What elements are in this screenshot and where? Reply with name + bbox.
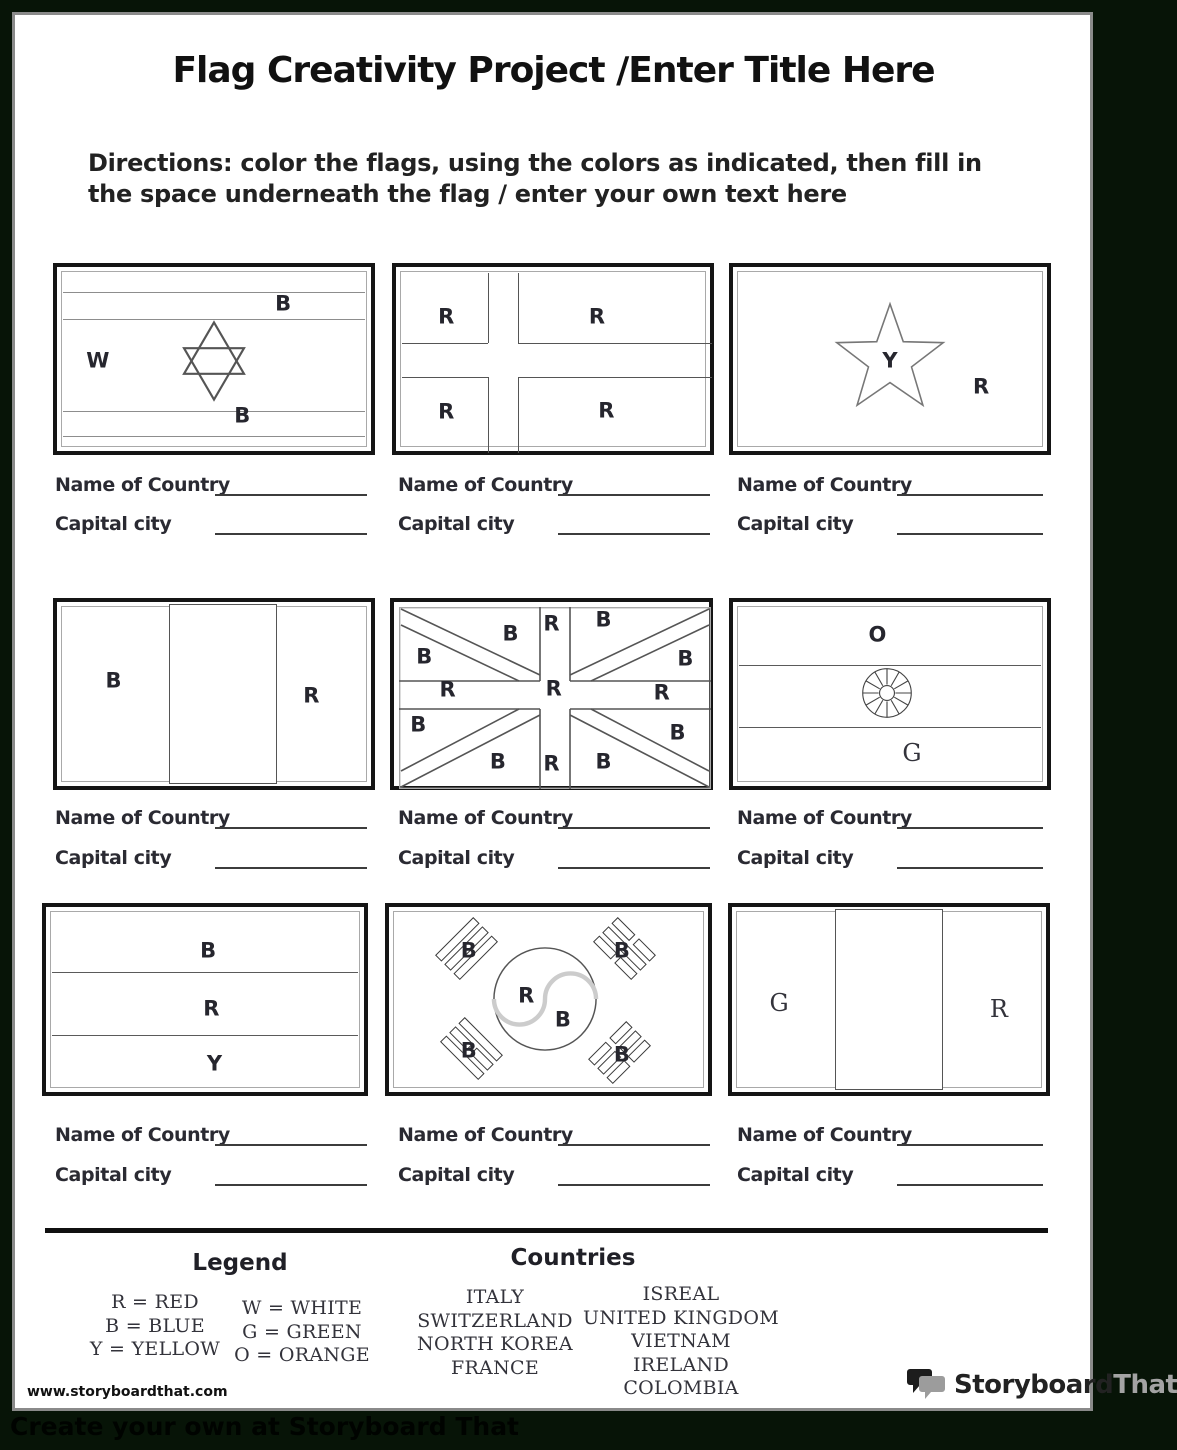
color-code-letter: B xyxy=(677,646,694,671)
name-of-country-field xyxy=(737,803,1043,829)
logo-text-primary: Storyboard xyxy=(954,1370,1114,1400)
name-of-country-field xyxy=(55,470,367,496)
blank-line xyxy=(897,1120,1043,1146)
color-code-letter: R xyxy=(438,304,455,329)
blank-line xyxy=(897,509,1043,535)
capital-city-label: Capital city xyxy=(55,1164,172,1186)
legend-item: R = RED xyxy=(111,1291,199,1313)
color-code-letter: R xyxy=(972,374,990,399)
cross-line xyxy=(402,377,488,378)
countries-heading: Countries xyxy=(510,1245,636,1271)
capital-city-label: Capital city xyxy=(398,513,515,535)
color-code-letter: B xyxy=(489,749,506,774)
color-code-letter: B xyxy=(275,291,292,316)
color-code-letter: B xyxy=(554,1007,571,1032)
country-item: ISREAL xyxy=(642,1283,720,1305)
color-code-letter: G xyxy=(769,989,789,1018)
directions-text xyxy=(88,148,1033,210)
capital-city-field xyxy=(55,509,367,535)
capital-city-field xyxy=(398,1160,710,1186)
flag-israel xyxy=(53,263,375,455)
cross-line xyxy=(518,377,519,453)
name-of-country-label: Name of Country xyxy=(398,474,573,496)
page-title: Flag Creativity Project /Enter Title Here xyxy=(172,50,935,91)
section-divider xyxy=(45,1228,1048,1233)
color-code-letter: B xyxy=(234,403,251,428)
name-of-country-label: Name of Country xyxy=(55,807,230,829)
color-code-letter: R xyxy=(438,399,455,424)
capital-city-label: Capital city xyxy=(737,513,854,535)
website-url: www.storyboardthat.com xyxy=(27,1384,228,1400)
name-of-country-field xyxy=(398,1120,710,1146)
name-of-country-field xyxy=(398,803,710,829)
color-code-letter: B xyxy=(613,1042,630,1067)
legend-item: B = BLUE xyxy=(105,1314,205,1337)
flag-stripe-line xyxy=(52,1035,358,1036)
color-code-letter: R xyxy=(598,398,615,423)
color-code-letter: B xyxy=(595,749,612,774)
name-of-country-field xyxy=(737,1120,1043,1146)
country-item: SWITZERLAND xyxy=(417,1309,573,1332)
capital-city-label: Capital city xyxy=(737,1164,854,1186)
cross-line xyxy=(518,377,712,378)
capital-city-field xyxy=(398,843,710,869)
blank-line xyxy=(215,1160,367,1186)
color-code-letter: R xyxy=(203,996,220,1021)
color-code-letter: B xyxy=(200,938,217,963)
blank-line xyxy=(558,803,710,829)
bottom-banner-text[interactable]: Create your own at Storyboard That xyxy=(10,1412,520,1441)
name-of-country-field xyxy=(55,803,367,829)
legend-item: G = GREEN xyxy=(242,1320,362,1343)
middle-band xyxy=(835,909,943,1090)
color-code-letter: R xyxy=(303,683,320,708)
blank-line xyxy=(215,509,367,535)
color-code-letter: R xyxy=(545,676,562,701)
flag-stripe-line xyxy=(739,727,1041,728)
cross-line xyxy=(488,273,489,343)
color-code-letter: B xyxy=(595,607,612,632)
color-code-letter: R xyxy=(543,751,560,776)
countries-column-2 xyxy=(576,1283,786,1401)
country-item: VIETNAM xyxy=(631,1330,731,1352)
color-code-letter: B xyxy=(502,621,519,646)
storyboardthat-logo[interactable] xyxy=(906,1368,1177,1402)
cross-line xyxy=(518,343,712,344)
directions-label: Directions: xyxy=(88,149,233,177)
flag-south-korea xyxy=(385,903,712,1096)
name-of-country-field xyxy=(737,470,1043,496)
capital-city-field xyxy=(737,509,1043,535)
taegeuk-icon xyxy=(491,945,599,1053)
capital-city-label: Capital city xyxy=(398,1164,515,1186)
country-item: ITALY xyxy=(465,1286,525,1308)
blank-line xyxy=(558,470,710,496)
capital-city-label: Capital city xyxy=(398,847,515,869)
legend-item: Y = YELLOW xyxy=(89,1338,221,1360)
capital-city-field xyxy=(55,1160,367,1186)
blank-line xyxy=(215,843,367,869)
star-of-david-icon xyxy=(178,321,250,401)
color-code-letter: R xyxy=(653,680,670,705)
color-code-letter: R xyxy=(543,611,560,636)
ashoka-chakra-icon xyxy=(859,665,915,721)
capital-city-label: Capital city xyxy=(737,847,854,869)
speech-bubbles-icon xyxy=(906,1368,948,1402)
name-of-country-label: Name of Country xyxy=(737,474,912,496)
blank-line xyxy=(558,509,710,535)
capital-city-field xyxy=(737,1160,1043,1186)
country-item: NORTH KOREA xyxy=(417,1333,573,1355)
blank-line xyxy=(558,843,710,869)
name-of-country-field xyxy=(55,1120,367,1146)
color-code-letter: R xyxy=(989,994,1008,1023)
blank-line xyxy=(897,470,1043,496)
name-of-country-label: Name of Country xyxy=(737,1124,912,1146)
blank-line xyxy=(215,803,367,829)
legend-column-2 xyxy=(212,1297,392,1368)
capital-city-field xyxy=(398,509,710,535)
color-code-letter: W xyxy=(86,348,110,373)
cross-line xyxy=(518,273,519,343)
name-of-country-label: Name of Country xyxy=(737,807,912,829)
flag-colombia xyxy=(42,903,368,1096)
blank-line xyxy=(897,803,1043,829)
blank-line xyxy=(215,1120,367,1146)
flag-united-kingdom xyxy=(390,598,713,790)
capital-city-field xyxy=(55,843,367,869)
country-item: IRELAND xyxy=(633,1353,729,1376)
middle-band xyxy=(169,604,277,784)
directions-body: color the flags, using the colors as indicated, then fill in the space underneath the flag / enter your own text here xyxy=(88,149,982,208)
name-of-country-label: Name of Country xyxy=(398,807,573,829)
color-code-letter: Y xyxy=(206,1051,223,1076)
flag-france xyxy=(53,598,375,790)
capital-city-label: Capital city xyxy=(55,513,172,535)
cross-line xyxy=(402,343,488,344)
blank-line xyxy=(897,1160,1043,1186)
name-of-country-label: Name of Country xyxy=(55,474,230,496)
blank-line xyxy=(558,1120,710,1146)
color-code-letter: O xyxy=(868,622,887,647)
flag-stripe-line xyxy=(63,292,365,293)
color-code-letter: R xyxy=(588,304,606,329)
blank-line xyxy=(897,843,1043,869)
color-code-letter: Y xyxy=(882,348,898,373)
name-of-country-label: Name of Country xyxy=(55,1124,230,1146)
blank-line xyxy=(215,470,367,496)
blank-line xyxy=(558,1160,710,1186)
color-code-letter: B xyxy=(460,938,477,963)
flag-nordic-cross xyxy=(392,263,714,455)
color-code-letter: B xyxy=(669,720,686,745)
flag-stripe-line xyxy=(63,411,365,412)
flag-stripe-line xyxy=(63,436,365,437)
legend-item: O = ORANGE xyxy=(234,1344,370,1366)
color-code-letter: G xyxy=(902,738,922,767)
color-code-letter: R xyxy=(518,983,535,1008)
legend-item: W = WHITE xyxy=(241,1297,363,1319)
flag-stripe-line xyxy=(52,972,358,973)
color-code-letter: B xyxy=(460,1038,477,1063)
capital-city-label: Capital city xyxy=(55,847,172,869)
name-of-country-label: Name of Country xyxy=(398,1124,573,1146)
flag-italy xyxy=(728,903,1050,1096)
color-code-letter: B xyxy=(613,938,630,963)
color-code-letter: B xyxy=(105,668,122,693)
flag-india xyxy=(729,598,1051,790)
logo-text xyxy=(954,1370,1177,1400)
legend-heading: Legend xyxy=(192,1250,288,1276)
flag-vietnam xyxy=(729,263,1051,455)
country-item: COLOMBIA xyxy=(623,1377,739,1399)
color-code-letter: R xyxy=(439,677,456,702)
name-of-country-field xyxy=(398,470,710,496)
color-code-letter: B xyxy=(416,644,433,669)
capital-city-field xyxy=(737,843,1043,869)
countries-column-1 xyxy=(405,1286,585,1380)
country-item: FRANCE xyxy=(450,1356,540,1379)
logo-text-secondary: That xyxy=(1113,1370,1177,1400)
country-item: UNITED KINGDOM xyxy=(583,1306,779,1329)
cross-line xyxy=(488,377,489,453)
color-code-letter: B xyxy=(410,712,427,737)
